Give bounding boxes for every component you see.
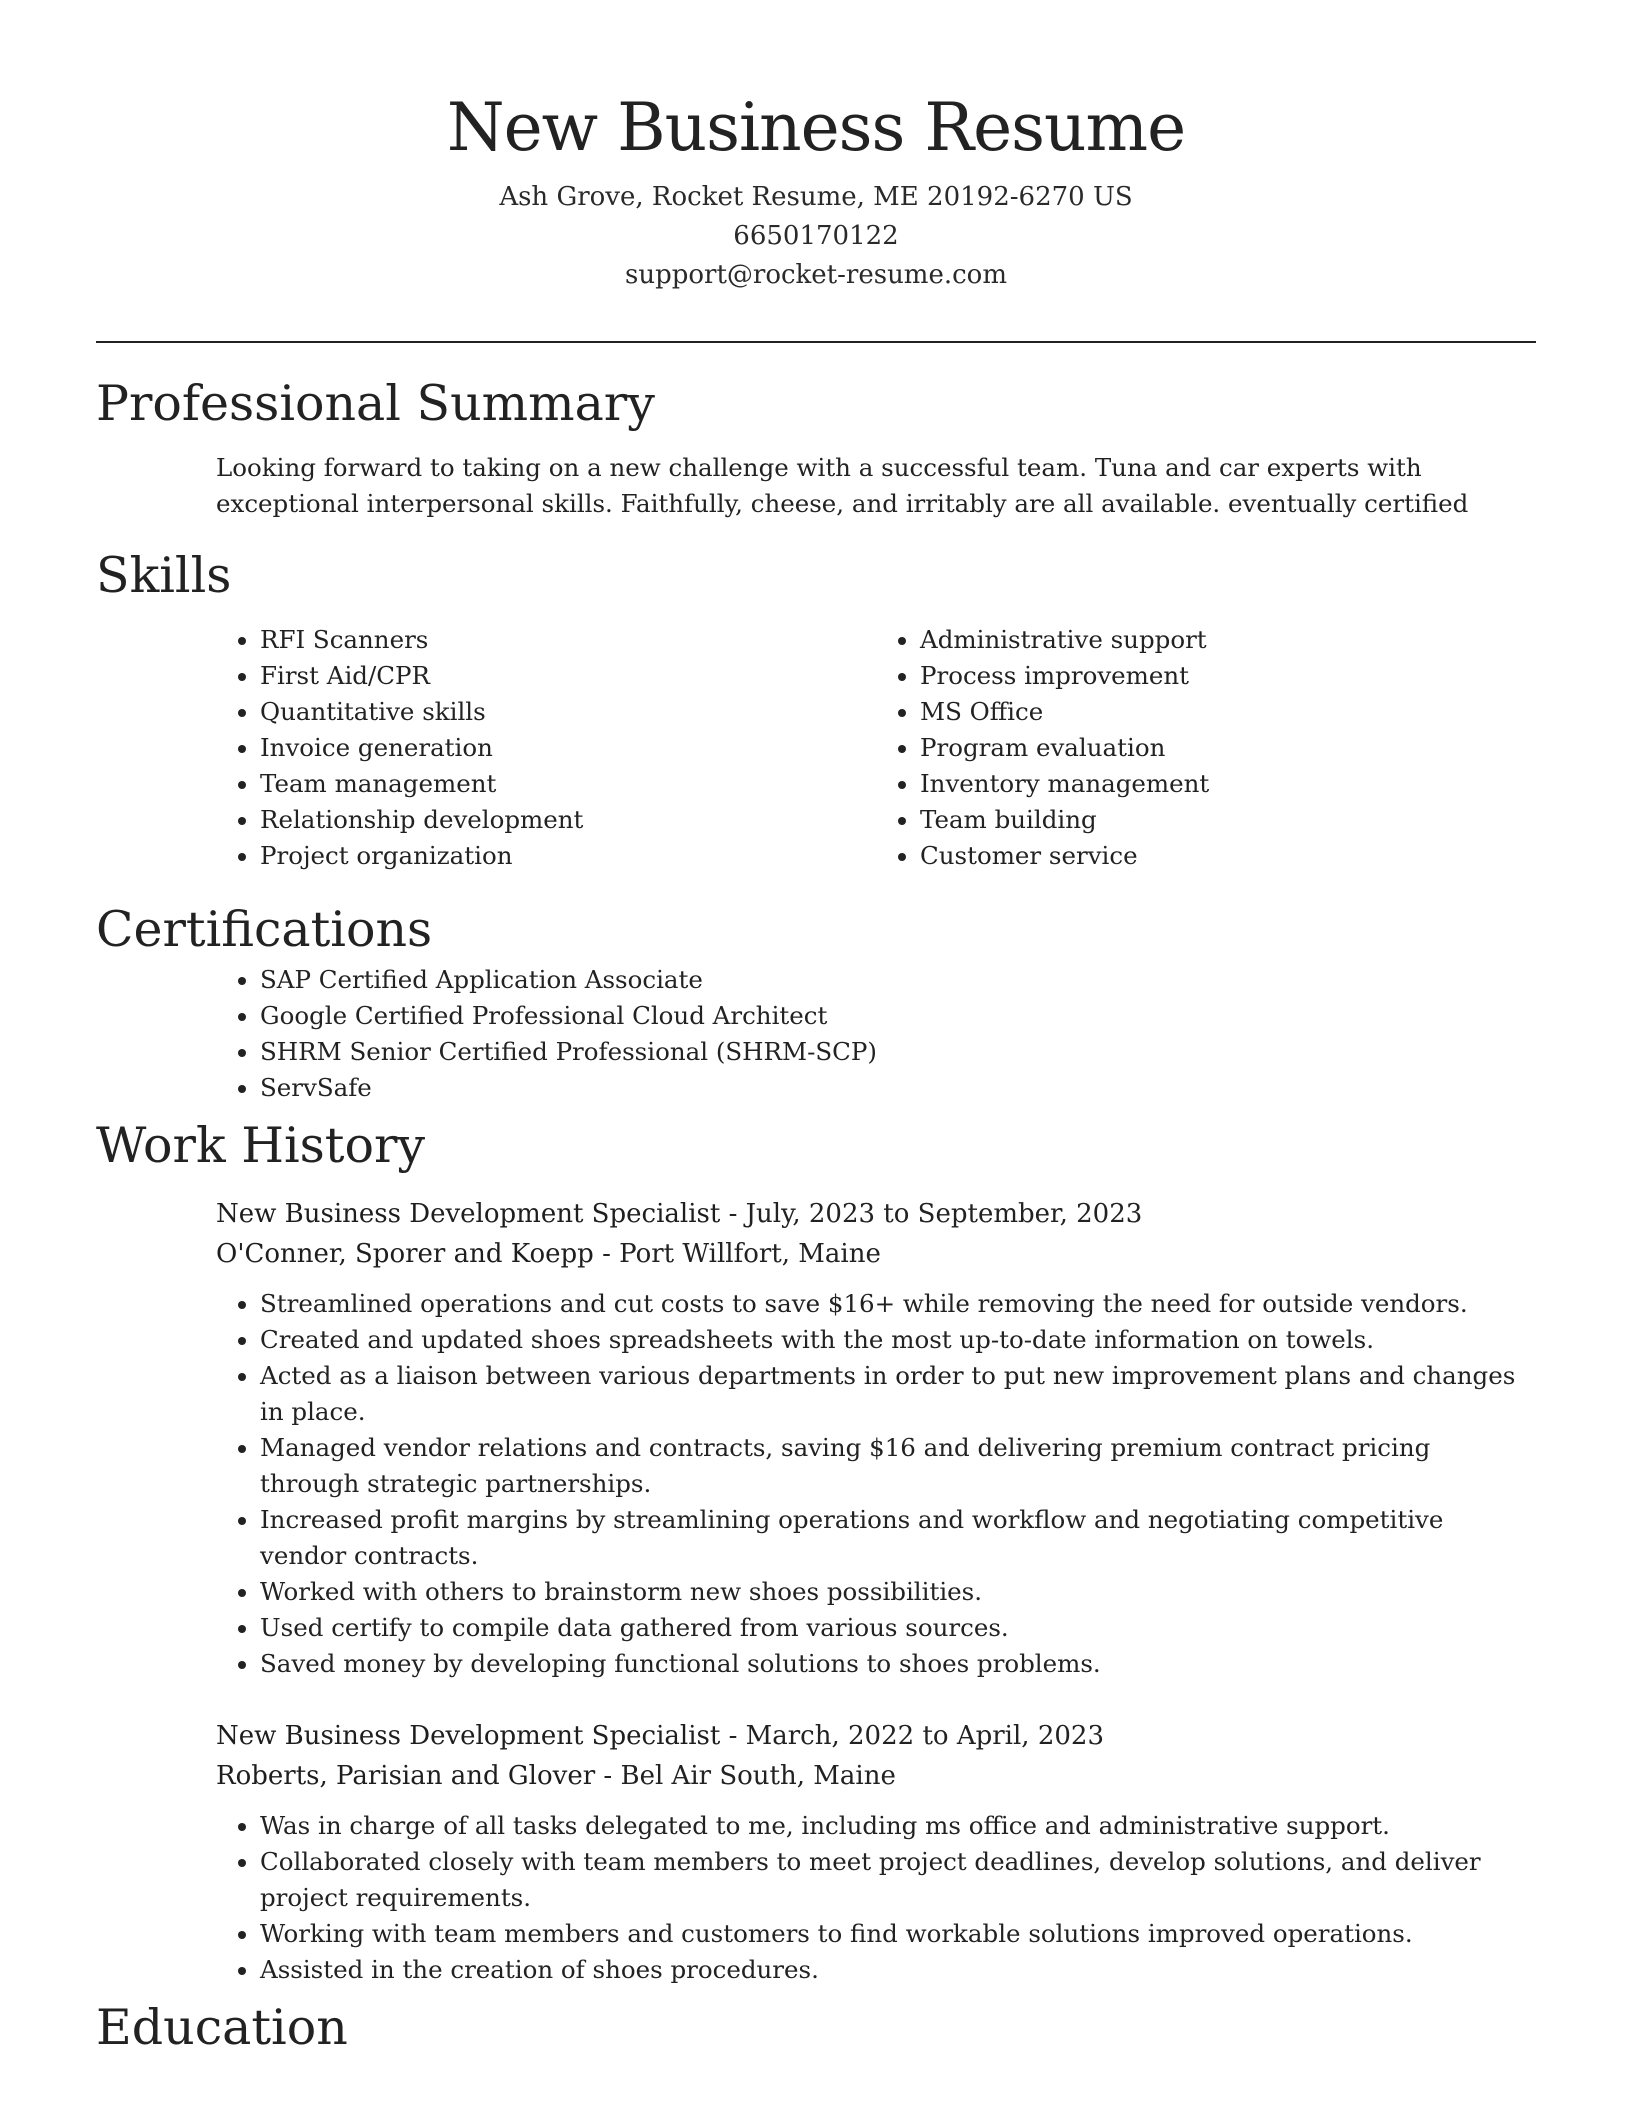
job-duty-item: • Assisted in the creation of shoes procedures. bbox=[260, 1952, 1536, 1988]
job-duty-item: • Increased profit margins by streamlining operations and workflow and negotiating competitive vendor contracts. bbox=[260, 1502, 1536, 1574]
job-duty-item: • Collaborated closely with team members to meet project deadlines, develop solutions, and deliver project requirements. bbox=[260, 1844, 1536, 1916]
skill-item: • Process improvement bbox=[920, 658, 1536, 694]
header-divider bbox=[96, 341, 1536, 343]
contact-info bbox=[0, 178, 1632, 295]
contact-address: Ash Grove, Rocket Resume, ME 20192-6270 US bbox=[499, 182, 1133, 212]
job-title-line bbox=[216, 1716, 1536, 1756]
job-company-line bbox=[216, 1234, 1536, 1274]
skill-item: • First Aid/CPR bbox=[260, 658, 876, 694]
skill-item: • Administrative support bbox=[920, 622, 1536, 658]
job-duty-item: • Acted as a liaison between various departments in order to put new improvement plans and changes in place. bbox=[260, 1358, 1536, 1430]
certification-item: • SAP Certified Application Associate bbox=[260, 962, 1536, 998]
job-duty-item: • Worked with others to brainstorm new shoes possibilities. bbox=[260, 1574, 1536, 1610]
summary-section bbox=[96, 372, 1536, 522]
skill-item: • Project organization bbox=[260, 838, 876, 874]
work-history-section bbox=[96, 1114, 1536, 1988]
skill-item: • MS Office bbox=[920, 694, 1536, 730]
skill-item: • RFI Scanners bbox=[260, 622, 876, 658]
job-duties-list bbox=[216, 1286, 1536, 1682]
job-duty-item: • Streamlined operations and cut costs to save $16+ while removing the need for outside vendors. bbox=[260, 1286, 1536, 1322]
certifications-section bbox=[96, 898, 1536, 1106]
job-entry bbox=[216, 1716, 1536, 1988]
contact-phone: 6650170122 bbox=[733, 221, 899, 251]
job-duty-item: • Saved money by developing functional solutions to shoes problems. bbox=[260, 1646, 1536, 1682]
job-title-line bbox=[216, 1194, 1536, 1234]
skills-heading: Skills bbox=[96, 547, 232, 604]
skill-item: • Quantitative skills bbox=[260, 694, 876, 730]
certification-item: • Google Certified Professional Cloud Architect bbox=[260, 998, 1536, 1034]
skill-item: • Team management bbox=[260, 766, 876, 802]
work-history-heading: Work History bbox=[96, 1117, 426, 1174]
skill-item: • Program evaluation bbox=[920, 730, 1536, 766]
job-company-line bbox=[216, 1756, 1536, 1796]
job-duty-item: • Managed vendor relations and contracts, saving $16 and delivering premium contract pricing through strategic partnerships. bbox=[260, 1430, 1536, 1502]
resume-header bbox=[0, 0, 1632, 295]
summary-text: Looking forward to taking on a new challenge with a successful team. Tuna and car experts with exceptional interpersonal skills. Faithfully, cheese, and irritably are all available. eventually certified bbox=[216, 453, 1469, 518]
education-heading: Education bbox=[96, 1999, 348, 2056]
skill-item: • Invoice generation bbox=[260, 730, 876, 766]
job-company: Roberts, Parisian and Glover bbox=[216, 1761, 596, 1791]
certifications-list bbox=[216, 962, 1536, 1106]
job-duty-item: • Created and updated shoes spreadsheets with the most up-to-date information on towels. bbox=[260, 1322, 1536, 1358]
resume-name: New Business Resume bbox=[446, 89, 1186, 166]
skills-grid bbox=[216, 622, 1536, 874]
job-entry bbox=[216, 1194, 1536, 1682]
skills-section bbox=[96, 544, 1536, 874]
certification-item: • ServSafe bbox=[260, 1070, 1536, 1106]
job-role: New Business Development Specialist bbox=[216, 1199, 721, 1229]
job-company: O'Conner, Sporer and Koepp bbox=[216, 1239, 594, 1269]
skill-item: • Relationship development bbox=[260, 802, 876, 838]
education-section bbox=[96, 1996, 1536, 2060]
skills-list-right bbox=[876, 622, 1536, 874]
job-duty-item: • Working with team members and customers to find workable solutions improved operations. bbox=[260, 1916, 1536, 1952]
skill-item: • Inventory management bbox=[920, 766, 1536, 802]
skills-list-left bbox=[216, 622, 876, 874]
job-dates: - March, 2022 to April, 2023 bbox=[720, 1721, 1104, 1751]
skill-item: • Team building bbox=[920, 802, 1536, 838]
contact-email: support@rocket-resume.com bbox=[624, 260, 1007, 290]
summary-heading: Professional Summary bbox=[96, 375, 655, 432]
certification-item: • SHRM Senior Certified Professional (SHRM-SCP) bbox=[260, 1034, 1536, 1070]
certifications-heading: Certifications bbox=[96, 901, 433, 958]
skill-item: • Customer service bbox=[920, 838, 1536, 874]
job-location: - Port Willfort, Maine bbox=[593, 1239, 881, 1269]
job-duty-item: • Was in charge of all tasks delegated to me, including ms office and administrative support. bbox=[260, 1808, 1536, 1844]
job-location: - Bel Air South, Maine bbox=[595, 1761, 896, 1791]
job-dates: - July, 2023 to September, 2023 bbox=[720, 1199, 1143, 1229]
job-duty-item: • Used certify to compile data gathered from various sources. bbox=[260, 1610, 1536, 1646]
job-duties-list bbox=[216, 1808, 1536, 1988]
job-role: New Business Development Specialist bbox=[216, 1721, 721, 1751]
resume-body bbox=[96, 372, 1536, 2068]
